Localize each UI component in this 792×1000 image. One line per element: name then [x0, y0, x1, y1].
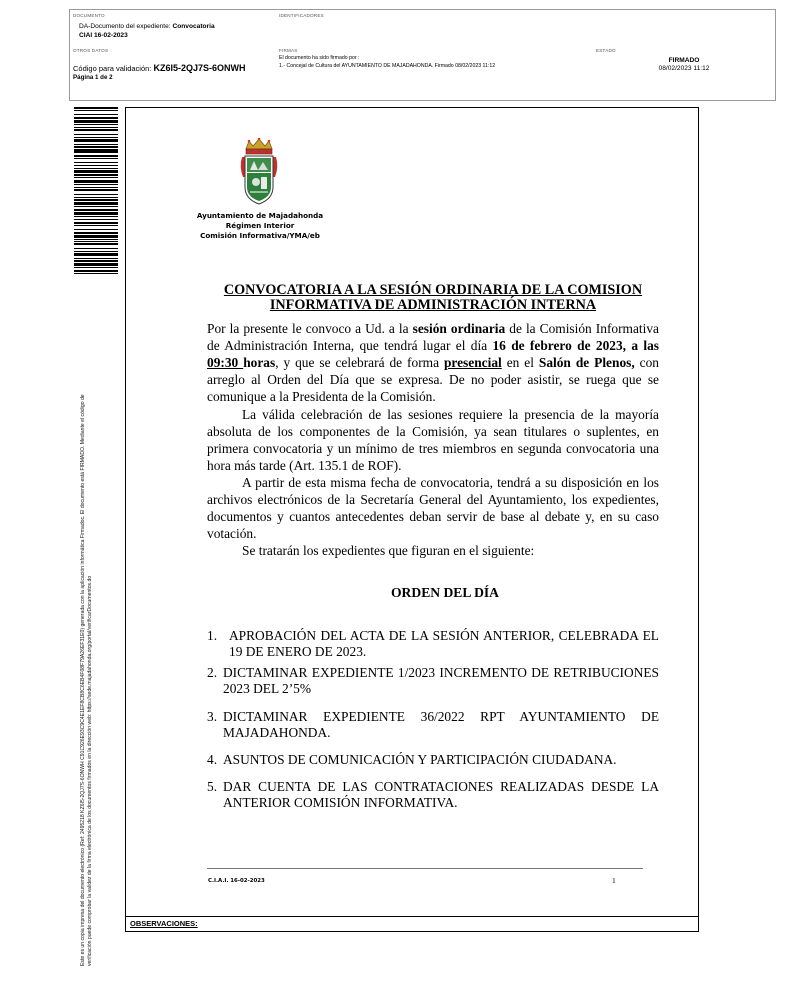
agenda-item	[207, 752, 659, 768]
side-text-line-1: Este es un copia impresa del documento electrónico (Ref: 2495218 KZ6I5-2QJ7S-6ONWH C91C926E93C9C4E1EF8CB8C6EB4F08F79A26EF31E0) generada con la aplicación informática Firmadoc. El documento está FIRMADO. Mediante el código de	[80, 394, 86, 966]
org-reference: Comisión Informativa/YMA/eb	[200, 231, 320, 240]
title-line-2: INFORMATIVA DE ADMINISTRACIÓN INTERNA	[269, 297, 597, 313]
estado-label: ESTADO	[596, 48, 616, 53]
documento-type: DA-Documento del expediente: Convocatoria	[79, 23, 215, 30]
barcode	[74, 107, 118, 277]
agenda-item	[207, 779, 659, 811]
identificadores-cell	[276, 10, 775, 45]
otros-datos-label: OTROS DATOS	[73, 48, 109, 53]
document-metadata-header	[69, 9, 776, 101]
paragraph-convocatoria: Por la presente le convoco a Ud. a la sesión ordinaria de la Comisión Informativa de Administración Interna, que tendrá lugar el día 16 de febrero de 2023, a las 09:30 horas, y que se celebrará de forma presencial en el Salón de Plenos, con arreglo al Orden del Día que se expresa. De no poder asistir, se ruega que se comunique a la Presidenta de la Comisión.	[207, 321, 660, 404]
coat-of-arms-logo	[236, 137, 282, 207]
firmas-intro: El documento ha sido firmado por :	[279, 55, 360, 61]
verification-side-text	[80, 301, 94, 966]
paragraph-archivos: A partir de esta misma fecha de convocatoria, tendrá a su disposición en los archivos electrónicos de la Secretaría General del Ayuntamiento, los expedientes, documentos y cuantos antecedentes deban servir de base al debate y, en su caso votación.	[207, 475, 659, 541]
estado-value: FIRMADO	[668, 57, 700, 64]
otros-datos-cell	[70, 45, 276, 100]
observaciones-divider	[125, 916, 699, 917]
orden-del-dia-title: ORDEN DEL DÍA	[390, 585, 499, 600]
org-name: Ayuntamiento de Majadahonda	[196, 211, 324, 220]
agenda-item-text: DAR CUENTA DE LAS CONTRATACIONES REALIZADAS DESDE LA ANTERIOR COMISIÓN INFORMATIVA.	[223, 779, 659, 810]
footer-reference: C.I.A.I. 16-02-2023	[208, 878, 265, 884]
agenda-item-text: APROBACIÓN DEL ACTA DE LA SESIÓN ANTERIOR, CELEBRADA EL 19 DE ENERO DE 2023.	[229, 628, 659, 659]
firmante: 1.- Concejal de Cultura del AYUNTAMIENTO DE MAJADAHONDA. Firmado 08/02/2023 11:12	[279, 63, 496, 69]
documento-cell	[70, 10, 276, 45]
documento-ref: CIAI 16-02-2023	[79, 32, 128, 39]
agenda-item	[207, 709, 659, 741]
estado-cell	[593, 45, 775, 100]
side-text-line-2: verificación puede comprobar la validez de la firma electrónica de los documentos firmados en la dirección web: https://sede.majadahonda.org/portal/verificarDocumentos.do	[87, 575, 93, 966]
agenda-item-number: 4.	[207, 752, 218, 767]
firmas-label: FIRMAS	[279, 48, 298, 53]
firmas-cell	[276, 45, 593, 100]
estado-date: 08/02/2023 11:12	[658, 65, 710, 72]
page-count: Página 1 de 2	[73, 74, 113, 81]
agenda-item-text: DICTAMINAR EXPEDIENTE 1/2023 INCREMENTO DE RETRIBUCIONES 2023 DEL 2’5%	[223, 665, 659, 696]
organization-block	[190, 211, 330, 241]
agenda-item-text: ASUNTOS DE COMUNICACIÓN Y PARTICIPACIÓN CIUDADANA.	[223, 752, 617, 767]
agenda-item-number: 3.	[207, 709, 218, 724]
agenda-item-number: 2.	[207, 665, 218, 680]
agenda-item-number: 1.	[207, 628, 218, 643]
barcode-bar	[74, 274, 118, 277]
identificadores-label: IDENTIFICADORES	[279, 13, 324, 18]
footer-page-number: 1	[612, 876, 616, 885]
document-title	[205, 283, 661, 313]
agenda-item-number: 5.	[207, 779, 218, 794]
agenda-item	[207, 628, 659, 660]
agenda-item	[207, 665, 659, 697]
validation-code: Código para validación: KZ6I5-2QJ7S-6ONWH	[73, 63, 246, 73]
footer-divider	[207, 868, 643, 869]
documento-label: DOCUMENTO	[73, 13, 105, 18]
agenda-item-text: DICTAMINAR EXPEDIENTE 36/2022 RPT AYUNTAMIENTO DE MAJADAHONDA.	[223, 709, 659, 740]
observaciones-label: OBSERVACIONES:	[130, 919, 198, 928]
paragraph-quorum: La válida celebración de las sesiones requiere la presencia de la mayoría absoluta de los componentes de la Comisión, ya sean titulares o suplentes, en primera convocatoria y un mínimo de tres miembros en segunda convocatoria una hora más tarde (Art. 135.1 de ROF).	[207, 407, 659, 473]
paragraph-intro-orden: Se tratarán los expedientes que figuran en el siguiente:	[242, 543, 535, 558]
org-department: Régimen Interior	[225, 221, 295, 230]
title-line-1: CONVOCATORIA A LA SESIÓN ORDINARIA DE LA COMISION	[223, 282, 643, 298]
